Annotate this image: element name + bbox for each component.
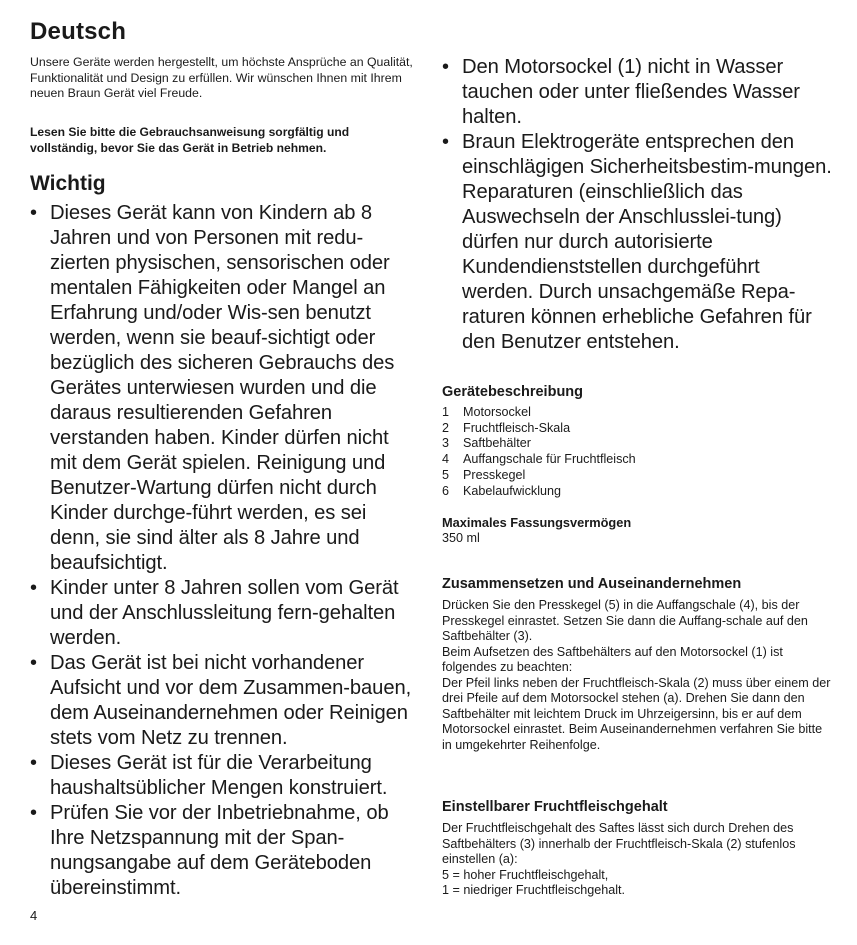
description-heading: Gerätebeschreibung <box>442 384 584 400</box>
list-item: 5 Presskegel <box>442 467 526 482</box>
list-item <box>30 651 420 751</box>
page-number: 4 <box>30 908 38 923</box>
list-item: 1 Motorsockel <box>442 405 531 419</box>
bullet-icon: • <box>30 577 37 599</box>
list-item-text: Das Gerät ist bei nicht vorhandener Aufsicht und vor dem Zusammen-bauen, dem Auseinandernehmen oder Reinigen stets vom Netz zu trennen. <box>50 652 412 749</box>
assembly-text: Drücken Sie den Presskegel (5) in die Auffangschale (4), bis der Presskegel einrastet. Setzen Sie dann die Auffang-schale auf den Saftbehälter (3). Beim Aufsetzen des Saftbehälters auf den Motorsockel (1) ist folgendes zu beachten: Der Pfeil links neben der Fruchtfleisch-Skala (2) muss über einem der drei Pfeile auf dem Motorsockel stehen (a). Drehen Sie dann den Saftbehälter mit leichtem Druck im Uhrzeigersinn, bis er auf dem Motorsockel einrastet. Beim Auseinandernehmen verfahren Sie bitte in umgekehrter Reihenfolge. <box>442 598 831 752</box>
parts-list <box>442 405 636 499</box>
capacity-value: 350 ml <box>442 531 480 545</box>
list-item <box>30 201 420 576</box>
bullet-icon: • <box>30 752 37 774</box>
bullet-icon: • <box>30 802 37 824</box>
list-item: 4 Auffangschale für Fruchtfleisch <box>442 452 636 467</box>
list-item <box>30 801 420 901</box>
list-item <box>442 55 834 130</box>
list-item-text: Kinder unter 8 Jahren sollen vom Gerät und der Anschlussleitung fern-gehalten werden. <box>50 577 399 649</box>
list-item: 3 Saftbehälter <box>442 436 531 451</box>
list-item: 2 Fruchtfleisch-Skala <box>442 420 571 435</box>
safety-list <box>442 55 834 355</box>
list-item <box>30 576 420 651</box>
intro-bold-text: Lesen Sie bitte die Gebrauchsanweisung sorgfältig und vollständig, bevor Sie das Gerät in Betrieb nehmen. <box>30 125 350 155</box>
capacity-heading: Maximales Fassungsvermögen <box>442 515 632 530</box>
bullet-icon: • <box>30 202 37 224</box>
list-item: 6 Kabelaufwicklung <box>442 483 562 498</box>
important-heading: Wichtig <box>30 172 106 195</box>
pulp-text: Der Fruchtfleischgehalt des Saftes lässt sich durch Drehen des Saftbehälters (3) innerhalb der Fruchtfleisch-Skala (2) stufenlos einstellen (a): 5 = hoher Fruchtfleischgehalt, 1 = niedriger Fruchtfleischgehalt. <box>442 821 796 897</box>
page-title: Deutsch <box>30 18 127 45</box>
assembly-heading: Zusammensetzen und Auseinandernehmen <box>442 576 742 592</box>
list-item-text: Dieses Gerät ist für die Verarbeitung haushaltsüblicher Mengen konstruiert. <box>50 752 388 799</box>
important-list <box>30 201 420 901</box>
pulp-heading: Einstellbarer Fruchtfleischgehalt <box>442 799 668 815</box>
list-item <box>442 130 834 355</box>
bullet-icon: • <box>442 131 449 153</box>
bullet-icon: • <box>442 56 449 78</box>
list-item <box>30 751 420 801</box>
list-item-text: Prüfen Sie vor der Inbetriebnahme, ob Ihre Netzspannung mit der Span-nungsangabe auf dem Geräteboden übereinstimmt. <box>50 802 389 899</box>
bullet-icon: • <box>30 652 37 674</box>
list-item-text: Den Motorsockel (1) nicht in Wasser tauchen oder unter fließendes Wasser halten. <box>462 56 800 128</box>
list-item-text: Dieses Gerät kann von Kindern ab 8 Jahren und von Personen mit redu-zierten physischen, sensorischen oder mentalen Fähigkeiten oder Mangel an Erfahrung und/oder Wis-sen benutzt werden, wenn sie beauf-sichtigt oder bezüglich des sicheren Gebrauchs des Gerätes unterwiesen wurden und die daraus resultierenden Gefahren verstanden haben. Kinder dürfen nicht mit dem Gerät spielen. Reinigung und Benutzer-Wartung dürfen nicht durch Kinder durchge-führt werden, es sei denn, sie sind älter als 8 Jahre und beaufsichtigt. <box>50 202 395 574</box>
intro-text: Unsere Geräte werden hergestellt, um höchste Ansprüche an Qualität, Funktionalität und Design zu erfüllen. Wir wünschen Ihnen mit Ihrem neuen Braun Gerät viel Freude. <box>30 55 413 100</box>
list-item-text: Braun Elektrogeräte entsprechen den einschlägigen Sicherheitsbestim-mungen. Reparaturen (einschließlich das Auswechseln der Anschlusslei-tung) dürfen nur durch autorisierte Kundendienststellen durchgeführt werden. Durch unsachgemäße Repa-raturen können erhebliche Gefahren für den Benutzer entstehen. <box>462 131 832 353</box>
